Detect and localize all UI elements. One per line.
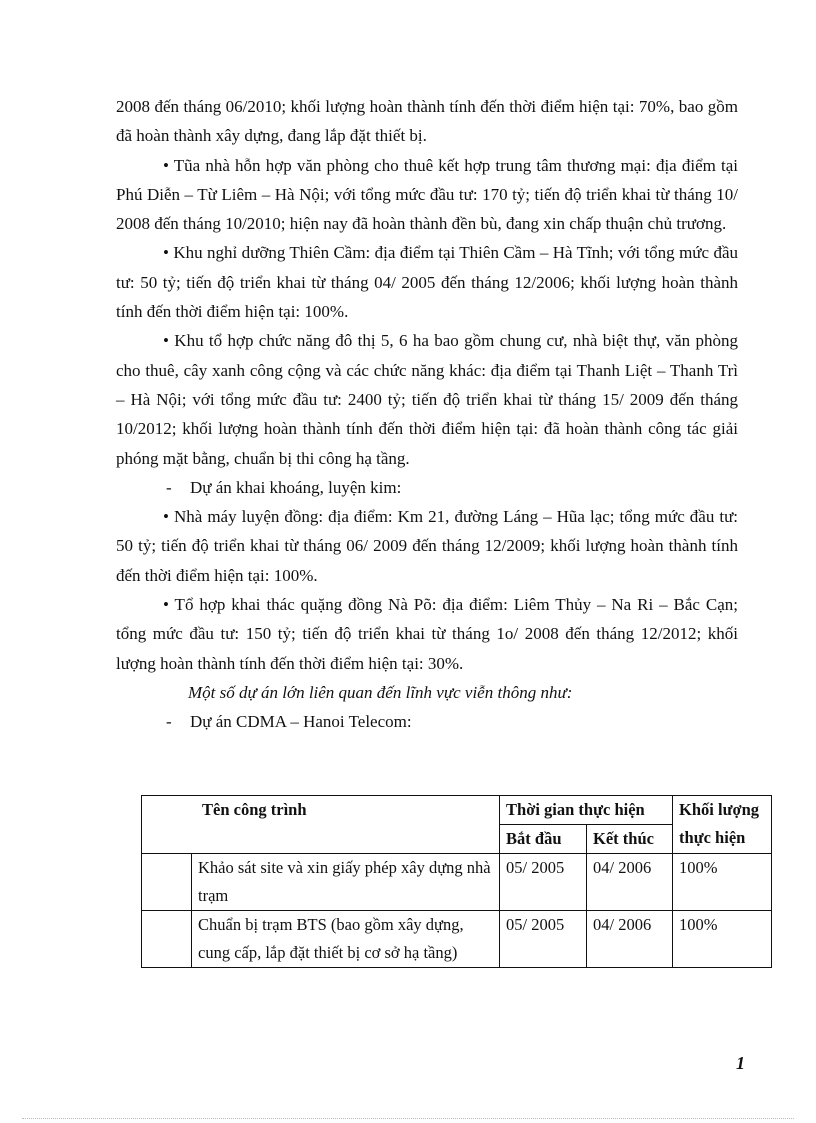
header-project-name: Tên công trình	[142, 796, 500, 854]
bullet-na-po-mine: • Tổ hợp khai thác quặng đồng Nà Põ: địa điểm: Liêm Thủy – Na Ri – Bắc Cạn; tổng mức đầu tư: 150 tỷ; tiến độ triển khai từ tháng 1o/ 2008 đến tháng 12/2012; khối lượng hoàn thành tính đến thời điểm hiện tại: 30%.	[116, 595, 738, 673]
telecom-intro: Một số dự án lớn liên quan đến lĩnh vực viễn thông như:	[188, 682, 573, 702]
footer-dotted-line	[22, 1118, 794, 1119]
table-row	[142, 854, 772, 911]
table-cell-volume: 100%	[673, 854, 772, 911]
dash-mining-heading: - Dự án khai khoáng, luyện kim:	[116, 473, 738, 502]
bullet-office-complex: • Tũa nhà hỗn hợp văn phòng cho thuê kết hợp trung tâm thương mại: địa điểm tại Phú Diễn – Từ Liêm – Hà Nội; với tổng mức đầu tư: 170 tỷ; tiến độ triển khai từ tháng 10/ 2008 đến tháng 10/2010; hiện nay đã hoàn thành đền bù, đang xin chấp thuận chủ trương.	[116, 155, 738, 234]
header-volume: Khối lượng thực hiện	[673, 796, 772, 854]
table-cell-blank	[142, 854, 192, 911]
table-header-row	[142, 796, 772, 825]
table-cell-volume: 100%	[673, 911, 772, 968]
table-cell-start: 05/ 2005	[500, 854, 587, 911]
table-cell-name: Chuẩn bị trạm BTS (bao gồm xây dựng, cung cấp, lắp đặt thiết bị cơ sở hạ tầng)	[192, 911, 500, 968]
page-number: 1	[736, 1053, 745, 1073]
header-start: Bắt đầu	[500, 825, 587, 854]
bullet-copper-plant: • Nhà máy luyện đồng: địa điểm: Km 21, đường Láng – Hũa lạc; tổng mức đầu tư: 50 tỷ; tiến độ triển khai từ tháng 06/ 2009 đến tháng 12/2009; khối lượng hoàn thành tính đến thời điểm hiện tại: 100%.	[116, 507, 738, 585]
bullet-urban-complex: • Khu tổ hợp chức năng đô thị 5, 6 ha bao gồm chung cư, nhà biệt thự, văn phòng cho thuê, cây xanh công cộng và các chức năng khác: địa điểm tại Thanh Liệt – Thanh Trì – Hà Nội; với tổng mức đầu tư: 2400 tỷ; tiến độ triển khai từ tháng 15/ 2009 đến tháng 10/2012; khối lượng hoàn thành tính đến thời điểm hiện tại: đã hoàn thành công tác giải phóng mặt bằng, chuẩn bị thi công hạ tầng.	[116, 331, 738, 468]
project-table	[141, 795, 772, 968]
table-cell-end: 04/ 2006	[587, 911, 673, 968]
table-cell-start: 05/ 2005	[500, 911, 587, 968]
dash-marker: -	[166, 712, 172, 732]
dash-cdma-heading: - Dự án CDMA – Hanoi Telecom:	[116, 707, 738, 736]
table-cell-blank	[142, 911, 192, 968]
table-cell-name: Khảo sát site và xin giấy phép xây dựng nhà trạm	[192, 854, 500, 911]
header-time: Thời gian thực hiện	[500, 796, 673, 825]
bullet-thien-cam-resort: • Khu nghỉ dưỡng Thiên Cầm: địa điểm tại Thiên Cầm – Hà Tĩnh; với tổng mức đầu tư: 50 tỷ; tiến độ triển khai từ tháng 04/ 2005 đến tháng 12/2006; khối lượng hoàn thành tính đến thời điểm hiện tại: 100%.	[116, 243, 738, 322]
table-row	[142, 911, 772, 968]
header-end: Kết thúc	[587, 825, 673, 854]
paragraph-continuation: 2008 đến tháng 06/2010; khối lượng hoàn thành tính đến thời điểm hiện tại: 70%, bao gồm đã hoàn thành xây dựng, đang lắp đặt thiết bị.	[116, 97, 738, 146]
body-text	[116, 92, 738, 737]
dash-marker: -	[166, 477, 172, 497]
table-cell-end: 04/ 2006	[587, 854, 673, 911]
